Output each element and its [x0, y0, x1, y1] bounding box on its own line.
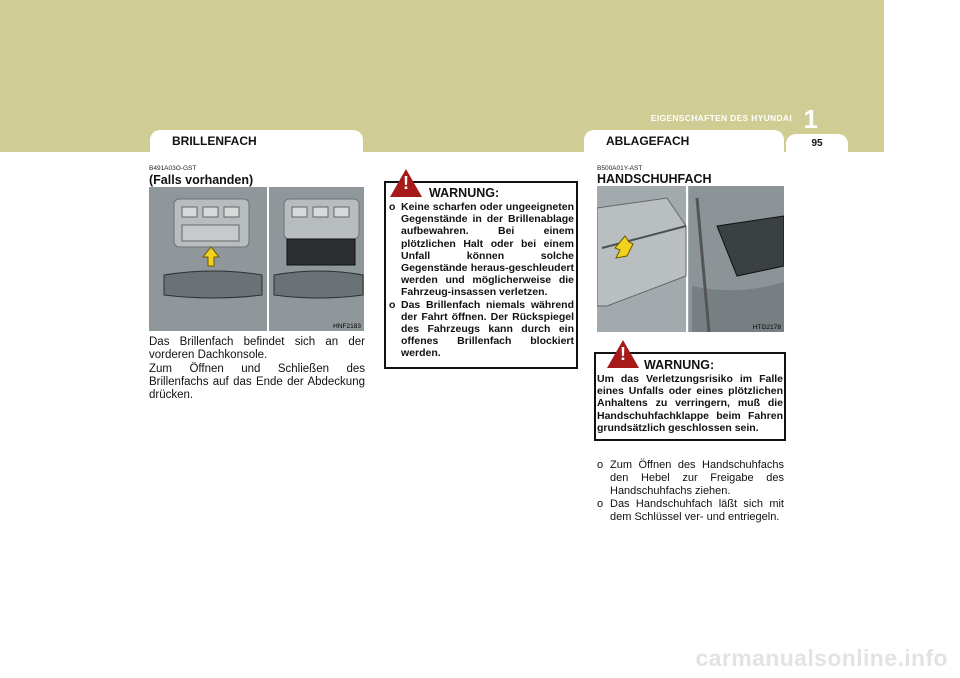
image-id: HTG2178: [752, 324, 781, 331]
exclamation-icon: !: [403, 173, 409, 193]
warning-title: WARNUNG:: [429, 186, 500, 200]
exclamation-icon: !: [620, 344, 626, 364]
bullet: o: [597, 459, 604, 471]
section-code: B491A03O-GST: [149, 165, 197, 172]
bullet: o: [389, 201, 396, 213]
warning-box: [384, 173, 578, 369]
glove-box-photo: [597, 186, 784, 332]
sunglass-holder-illustration: [149, 187, 364, 331]
section-heading: (Falls vorhanden): [149, 173, 254, 187]
warning-title: WARNUNG:: [644, 358, 715, 372]
watermark: carmanualsonline.info: [695, 645, 948, 671]
glove-box-instructions: [597, 459, 784, 524]
chapter-title: EIGENSCHAFTEN DES HYUNDAI: [650, 113, 792, 123]
left-body-text: [149, 336, 365, 402]
list-item: o Zum Öffnen des Handschuhfachs den Hebel zur Freigabe des Handschuhfachs ziehen.: [597, 459, 784, 497]
page-number: 95: [786, 134, 848, 152]
warning-item: o Keine scharfen oder ungeeigneten Gegenstände in der Brillenablage aufbewahren. Bei einem plötzlichen Halt oder bei einem Unfall können solche Gegenstände heraus-geschleudert werden und möglicherweise die Fahrzeug-insassen verletzen.: [389, 201, 574, 299]
warning-box: [594, 344, 786, 441]
warning-text: Um das Verletzungsrisiko im Falle eines Unfalls oder eines plötzlichen Anhaltens zu verringern, muß die Handschuhfachklappe beim Fahren grundsätzlich geschlossen sein.: [597, 373, 783, 434]
section-heading: HANDSCHUHFACH: [597, 172, 712, 186]
body-paragraph: Das Brillenfach befindet sich an der vorderen Dachkonsole.: [149, 336, 365, 362]
warning-list: [389, 201, 574, 360]
glove-box-illustration: [597, 186, 784, 332]
bullet: o: [389, 298, 396, 311]
image-id: HNF2183: [333, 323, 361, 330]
body-paragraph: Zum Öffnen und Schließen des Brillenfachs auf das Ende der Abdeckung drücken.: [149, 362, 365, 402]
section-code: B500A01Y-AST: [597, 165, 643, 172]
chapter-number: 1: [803, 104, 818, 134]
warning-item: o Das Brillenfach niemals während der Fahrt öffnen. Der Rückspiegel des Fahrzeugs kann durch ein offenes Brillenfach blockiert werden.: [389, 298, 574, 360]
section-tab-ablagefach: ABLAGEFACH: [584, 130, 784, 152]
list-item: o Das Handschuhfach läßt sich mit dem Schlüssel ver- und entriegeln.: [597, 498, 784, 523]
sunglass-holder-photo: [149, 187, 364, 331]
bullet: o: [597, 498, 604, 510]
section-tab-brillenfach: BRILLENFACH: [150, 130, 363, 152]
